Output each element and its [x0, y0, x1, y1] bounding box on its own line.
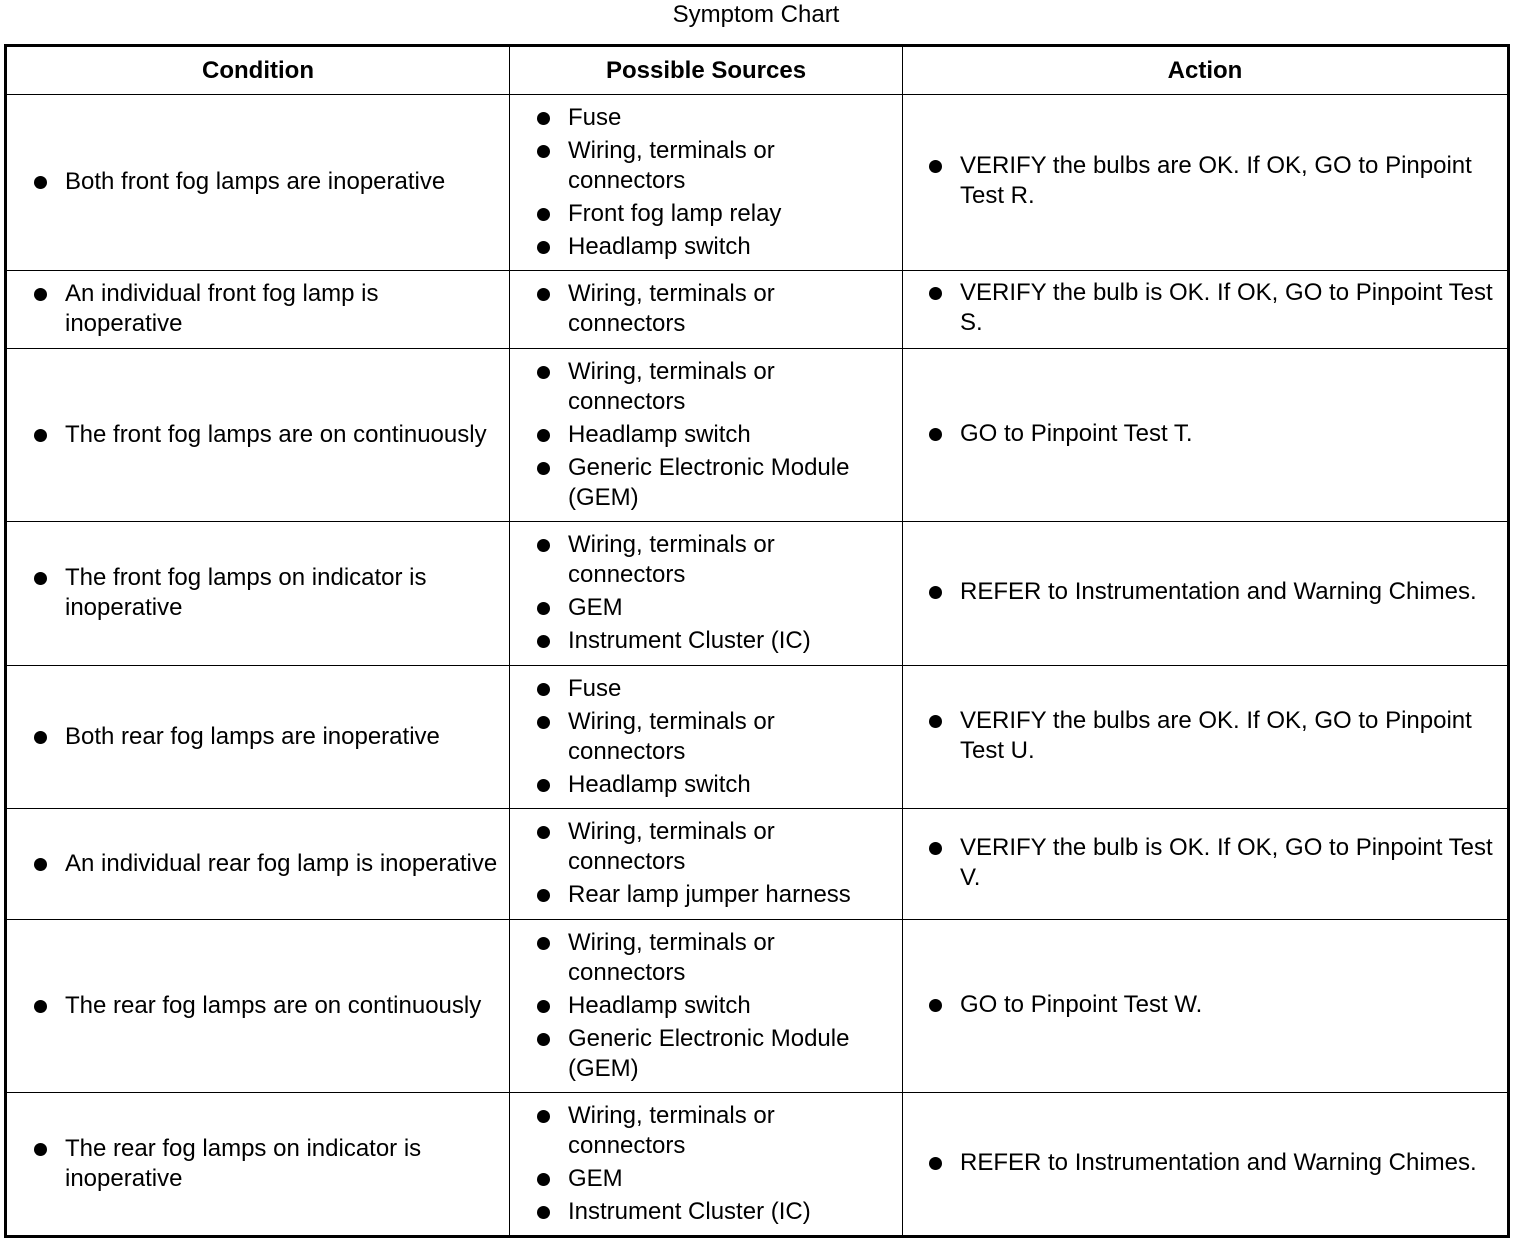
source-item: Rear lamp jumper harness [510, 879, 902, 912]
table-row [6, 1093, 1509, 1237]
table-row [6, 809, 1509, 920]
action-text: GO to Pinpoint Test T. [903, 418, 1507, 451]
possible-sources-list [510, 278, 902, 341]
source-item: Wiring, terminals or connectors [510, 1100, 902, 1163]
condition-list [7, 1133, 509, 1196]
header-action: Action [903, 46, 1509, 95]
action-list [903, 832, 1507, 897]
possible-sources-cell [510, 349, 903, 522]
possible-sources-list [510, 529, 902, 658]
action-text: REFER to Instrumentation and Warning Chimes. [903, 576, 1507, 609]
table-body [6, 95, 1509, 1237]
source-item: Instrument Cluster (IC) [510, 625, 902, 658]
action-list [903, 1147, 1507, 1182]
action-list [903, 277, 1507, 342]
condition-cell [6, 920, 510, 1093]
condition-text: An individual front fog lamp is inoperative [7, 278, 509, 341]
condition-text: The front fog lamps on indicator is inoperative [7, 562, 509, 625]
action-cell [903, 95, 1509, 271]
action-list [903, 705, 1507, 770]
condition-text: Both rear fog lamps are inoperative [7, 721, 509, 754]
possible-sources-cell [510, 666, 903, 809]
action-list [903, 989, 1507, 1024]
header-possible-sources: Possible Sources [510, 46, 903, 95]
possible-sources-list [510, 673, 902, 802]
condition-list [7, 990, 509, 1023]
table-row [6, 666, 1509, 809]
source-item: Instrument Cluster (IC) [510, 1196, 902, 1229]
condition-cell [6, 522, 510, 666]
source-item: Wiring, terminals or connectors [510, 356, 902, 419]
table-row [6, 920, 1509, 1093]
condition-list [7, 166, 509, 199]
action-cell [903, 920, 1509, 1093]
action-text: VERIFY the bulbs are OK. If OK, GO to Pinpoint Test U. [903, 705, 1507, 768]
source-item: Headlamp switch [510, 769, 902, 802]
action-cell [903, 809, 1509, 920]
action-text: REFER to Instrumentation and Warning Chimes. [903, 1147, 1507, 1180]
possible-sources-list [510, 927, 902, 1086]
action-text: GO to Pinpoint Test W. [903, 989, 1507, 1022]
source-item: Wiring, terminals or connectors [510, 278, 902, 341]
condition-list [7, 562, 509, 625]
chart-title: Symptom Chart [672, 1, 840, 28]
condition-list [7, 419, 509, 452]
source-item: GEM [510, 592, 902, 625]
condition-cell [6, 95, 510, 271]
condition-list [7, 278, 509, 341]
condition-list [7, 721, 509, 754]
action-list [903, 576, 1507, 611]
possible-sources-list [510, 356, 902, 515]
possible-sources-cell [510, 522, 903, 666]
condition-cell [6, 666, 510, 809]
action-list [903, 418, 1507, 453]
possible-sources-cell [510, 920, 903, 1093]
source-item: Front fog lamp relay [510, 198, 902, 231]
symptom-table [4, 44, 1510, 1238]
source-item: Wiring, terminals or connectors [510, 706, 902, 769]
condition-list [7, 848, 509, 881]
action-text: VERIFY the bulb is OK. If OK, GO to Pinpoint Test S. [903, 277, 1507, 340]
source-item: Generic Electronic Module (GEM) [510, 452, 902, 515]
source-item: Headlamp switch [510, 419, 902, 452]
condition-text: The front fog lamps are on continuously [7, 419, 509, 452]
condition-text: The rear fog lamps are on continuously [7, 990, 509, 1023]
condition-text: An individual rear fog lamp is inoperative [7, 848, 509, 881]
action-text: VERIFY the bulbs are OK. If OK, GO to Pinpoint Test R. [903, 150, 1507, 213]
possible-sources-cell [510, 809, 903, 920]
source-item: Wiring, terminals or connectors [510, 135, 902, 198]
possible-sources-list [510, 102, 902, 264]
source-item: Wiring, terminals or connectors [510, 816, 902, 879]
possible-sources-cell [510, 95, 903, 271]
action-cell [903, 522, 1509, 666]
condition-text: Both front fog lamps are inoperative [7, 166, 509, 199]
condition-cell [6, 271, 510, 349]
table-row [6, 95, 1509, 271]
possible-sources-list [510, 1100, 902, 1229]
source-item: Fuse [510, 102, 902, 135]
table-row [6, 349, 1509, 522]
source-item: Fuse [510, 673, 902, 706]
action-cell [903, 349, 1509, 522]
action-list [903, 150, 1507, 215]
header-condition: Condition [6, 46, 510, 95]
action-cell [903, 1093, 1509, 1237]
source-item: GEM [510, 1163, 902, 1196]
source-item: Headlamp switch [510, 990, 902, 1023]
action-cell [903, 666, 1509, 809]
possible-sources-cell [510, 1093, 903, 1237]
condition-cell [6, 349, 510, 522]
possible-sources-list [510, 816, 902, 912]
table-row [6, 271, 1509, 349]
action-cell [903, 271, 1509, 349]
condition-cell [6, 809, 510, 920]
action-text: VERIFY the bulb is OK. If OK, GO to Pinpoint Test V. [903, 832, 1507, 895]
condition-text: The rear fog lamps on indicator is inoperative [7, 1133, 509, 1196]
table-row [6, 522, 1509, 666]
source-item: Wiring, terminals or connectors [510, 927, 902, 990]
possible-sources-cell [510, 271, 903, 349]
condition-cell [6, 1093, 510, 1237]
source-item: Wiring, terminals or connectors [510, 529, 902, 592]
table-header-row [6, 46, 1509, 95]
source-item: Headlamp switch [510, 231, 902, 264]
source-item: Generic Electronic Module (GEM) [510, 1023, 902, 1086]
